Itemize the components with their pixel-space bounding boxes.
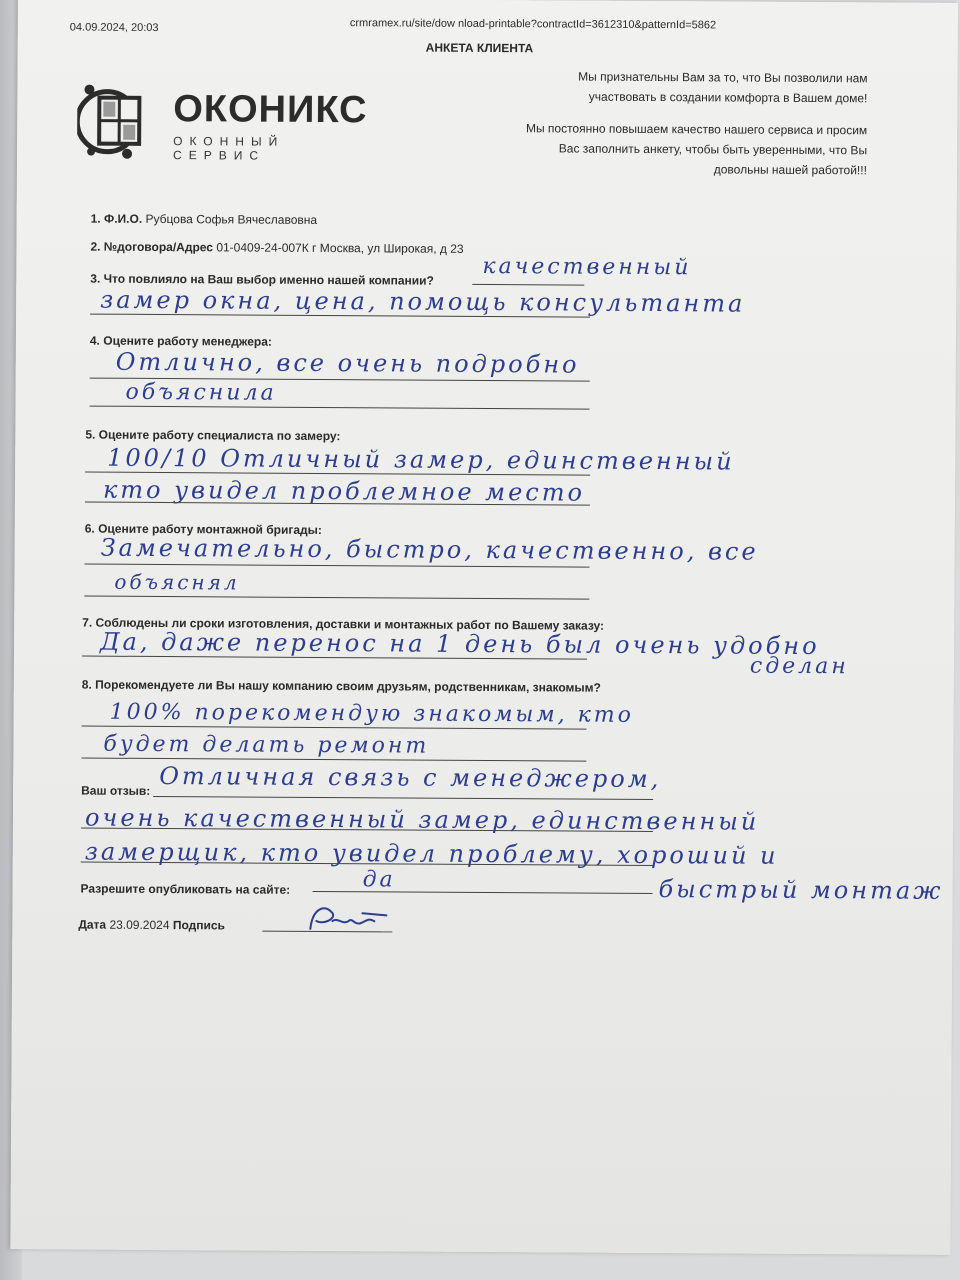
q2-value: 01-0409-24-007К г Москва, ул Широкая, д 23 <box>216 240 464 256</box>
intro-line: довольны нашей работой!!! <box>713 162 868 178</box>
q8-answer-1: 100% порекомендую знакомым, кто <box>109 699 634 728</box>
q7-answer-2: сделан <box>749 653 849 680</box>
q1-label: 1. Ф.И.О. <box>90 211 143 226</box>
print-timestamp: 04.09.2024, 20:03 <box>69 21 159 34</box>
review-label: Ваш отзыв: <box>81 783 151 798</box>
q7-label: 7. Соблюдены ли сроки изготовления, доставки и монтажных работ по Вашему заказу: <box>82 615 605 633</box>
q3-label: 3. Что повлияло на Ваш выбор именно нашей компании? <box>90 271 434 288</box>
publish-label: Разрешите опубликовать на сайте: <box>80 881 291 897</box>
okoniks-logo <box>77 77 378 169</box>
review-rule-1 <box>153 796 653 800</box>
review-line-3: замерщик, кто увидел проблему, хороший и <box>84 837 779 870</box>
date-row <box>78 918 225 933</box>
q7-answer-1: Да, даже перенос на 1 день был очень удобно <box>99 627 820 661</box>
logo-name: ОКОНИКС <box>173 88 368 132</box>
q8-answer-2: будет делать ремонт <box>103 731 430 759</box>
q6-answer-1: Замечательно, быстро, качественно, все <box>100 533 759 566</box>
q3-answer-2: замер окна, цена, помощь консультанта <box>100 285 746 318</box>
date-value: 23.09.2024 <box>109 917 170 933</box>
publish-rule <box>313 891 653 894</box>
intro-thanks <box>578 67 868 109</box>
q6-line-2 <box>84 596 589 600</box>
print-url: crmramex.ru/site/dow nload-printable?contractId=3612310&patternId=5862 <box>349 17 717 32</box>
form-title: АНКЕТА КЛИЕНТА <box>425 40 534 56</box>
q3-line-1 <box>472 284 584 286</box>
q5-answer-1: 100/10 Отличный замер, единственный <box>107 443 735 476</box>
intro-request <box>526 118 868 180</box>
review-line-4: быстрый монтаж <box>658 875 944 905</box>
q6-label: 6. Оцените работу монтажной бригады: <box>84 521 322 537</box>
logo-tagline: ОКОННЫЙ СЕРВИС <box>173 134 285 163</box>
date-label: Дата <box>78 917 107 932</box>
handwritten-signature <box>302 899 392 940</box>
questionnaire-sheet <box>10 0 958 1255</box>
publish-answer: да <box>362 867 396 893</box>
q3-answer-1: качественный <box>482 253 692 281</box>
q4-answer-1: Отлично, все очень подробно <box>115 347 580 379</box>
intro-line: Мы признательны Вам за то, что Вы позволили нам <box>578 69 868 86</box>
q2-row <box>90 240 463 256</box>
q6-answer-2: объяснял <box>114 569 240 595</box>
review-line-1: Отличная связь с менеджером, <box>159 762 662 794</box>
q4-label: 4. Оцените работу менеджера: <box>89 333 272 349</box>
signature-label: Подпись <box>172 918 226 933</box>
q5-label: 5. Оцените работу специалиста по замеру: <box>85 427 341 444</box>
q1-value: Рубцова Софья Вячеславовна <box>145 211 318 227</box>
q8-line-2 <box>81 758 586 762</box>
q4-answer-2: объяснила <box>125 379 277 406</box>
q8-label: 8. Порекомендуете ли Вы нашу компанию своим друзьям, родственникам, знакомым? <box>81 677 601 695</box>
q1-row <box>91 212 318 227</box>
q2-label: 2. №договора/Адрес <box>90 239 214 255</box>
intro-line: Вас заполнить анкету, чтобы быть уверенными, что Вы <box>558 141 868 158</box>
intro-line: участвовать в создании комфорта в Вашем доме! <box>588 89 868 106</box>
intro-line: Мы постоянно повышаем качество нашего сервиса и просим <box>525 121 868 138</box>
q5-answer-2: кто увидел проблемное место <box>102 475 586 507</box>
window-logo-icon <box>77 77 168 168</box>
review-line-2: очень качественный замер, единственный <box>84 803 760 836</box>
q4-line-2 <box>90 406 590 410</box>
